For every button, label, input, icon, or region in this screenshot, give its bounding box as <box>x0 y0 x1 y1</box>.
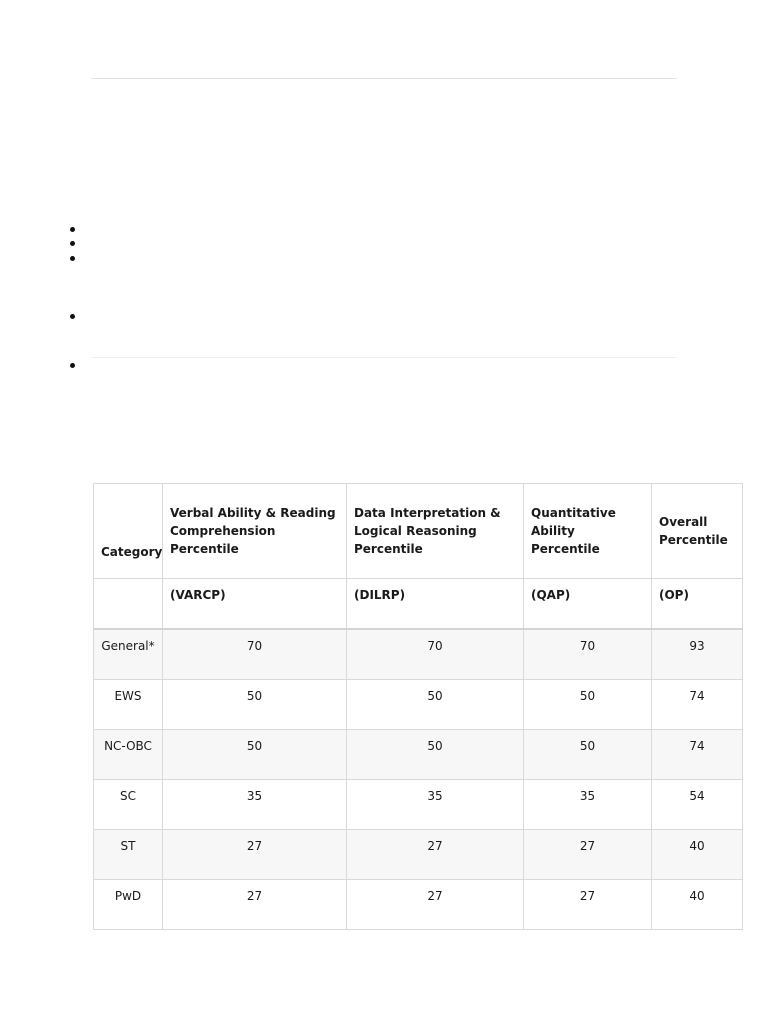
list-bullet <box>70 256 75 261</box>
header-qa: Quantitative Ability Percentile <box>524 484 652 579</box>
cell-overall: 54 <box>652 780 743 830</box>
cell-dilr: 27 <box>347 880 524 930</box>
cell-overall: 74 <box>652 680 743 730</box>
table-row <box>94 830 743 880</box>
table-row <box>94 730 743 780</box>
cell-varc: 50 <box>163 730 347 780</box>
cell-qa: 70 <box>524 629 652 680</box>
cell-dilr: 27 <box>347 830 524 880</box>
top-divider <box>91 78 677 79</box>
percentile-cutoff-table <box>93 483 743 930</box>
list-bullet <box>70 314 75 319</box>
cell-qa: 27 <box>524 830 652 880</box>
cell-overall: 74 <box>652 730 743 780</box>
code-qa: (QAP) <box>524 579 652 630</box>
header-dilr: Data Interpretation & Logical Reasoning Percentile <box>347 484 524 579</box>
cell-category: General* <box>94 629 163 680</box>
table-code-row <box>94 579 743 630</box>
cell-overall: 40 <box>652 830 743 880</box>
table-header-row <box>94 484 743 579</box>
cell-varc: 50 <box>163 680 347 730</box>
cell-dilr: 50 <box>347 730 524 780</box>
cell-category: PwD <box>94 880 163 930</box>
code-dilr: (DILRP) <box>347 579 524 630</box>
cell-category: EWS <box>94 680 163 730</box>
cell-qa: 50 <box>524 730 652 780</box>
cell-varc: 35 <box>163 780 347 830</box>
section-divider <box>91 357 677 358</box>
list-bullet <box>70 227 75 232</box>
cell-qa: 50 <box>524 680 652 730</box>
cell-overall: 40 <box>652 880 743 930</box>
code-overall: (OP) <box>652 579 743 630</box>
cell-varc: 27 <box>163 880 347 930</box>
cell-category: ST <box>94 830 163 880</box>
cell-dilr: 50 <box>347 680 524 730</box>
table-row <box>94 629 743 680</box>
code-empty-cell <box>94 579 163 630</box>
cell-dilr: 35 <box>347 780 524 830</box>
cell-category: NC-OBC <box>94 730 163 780</box>
list-bullet <box>70 241 75 246</box>
header-overall: Overall Percentile <box>652 484 743 579</box>
cell-category: SC <box>94 780 163 830</box>
code-varc: (VARCP) <box>163 579 347 630</box>
cell-qa: 27 <box>524 880 652 930</box>
table-row <box>94 880 743 930</box>
cell-varc: 70 <box>163 629 347 680</box>
cell-varc: 27 <box>163 830 347 880</box>
cell-qa: 35 <box>524 780 652 830</box>
header-varc: Verbal Ability & Reading Comprehension Percentile <box>163 484 347 579</box>
cell-overall: 93 <box>652 629 743 680</box>
header-category: Category <box>94 484 163 579</box>
table-row <box>94 780 743 830</box>
table-row <box>94 680 743 730</box>
list-bullet <box>70 363 75 368</box>
cell-dilr: 70 <box>347 629 524 680</box>
